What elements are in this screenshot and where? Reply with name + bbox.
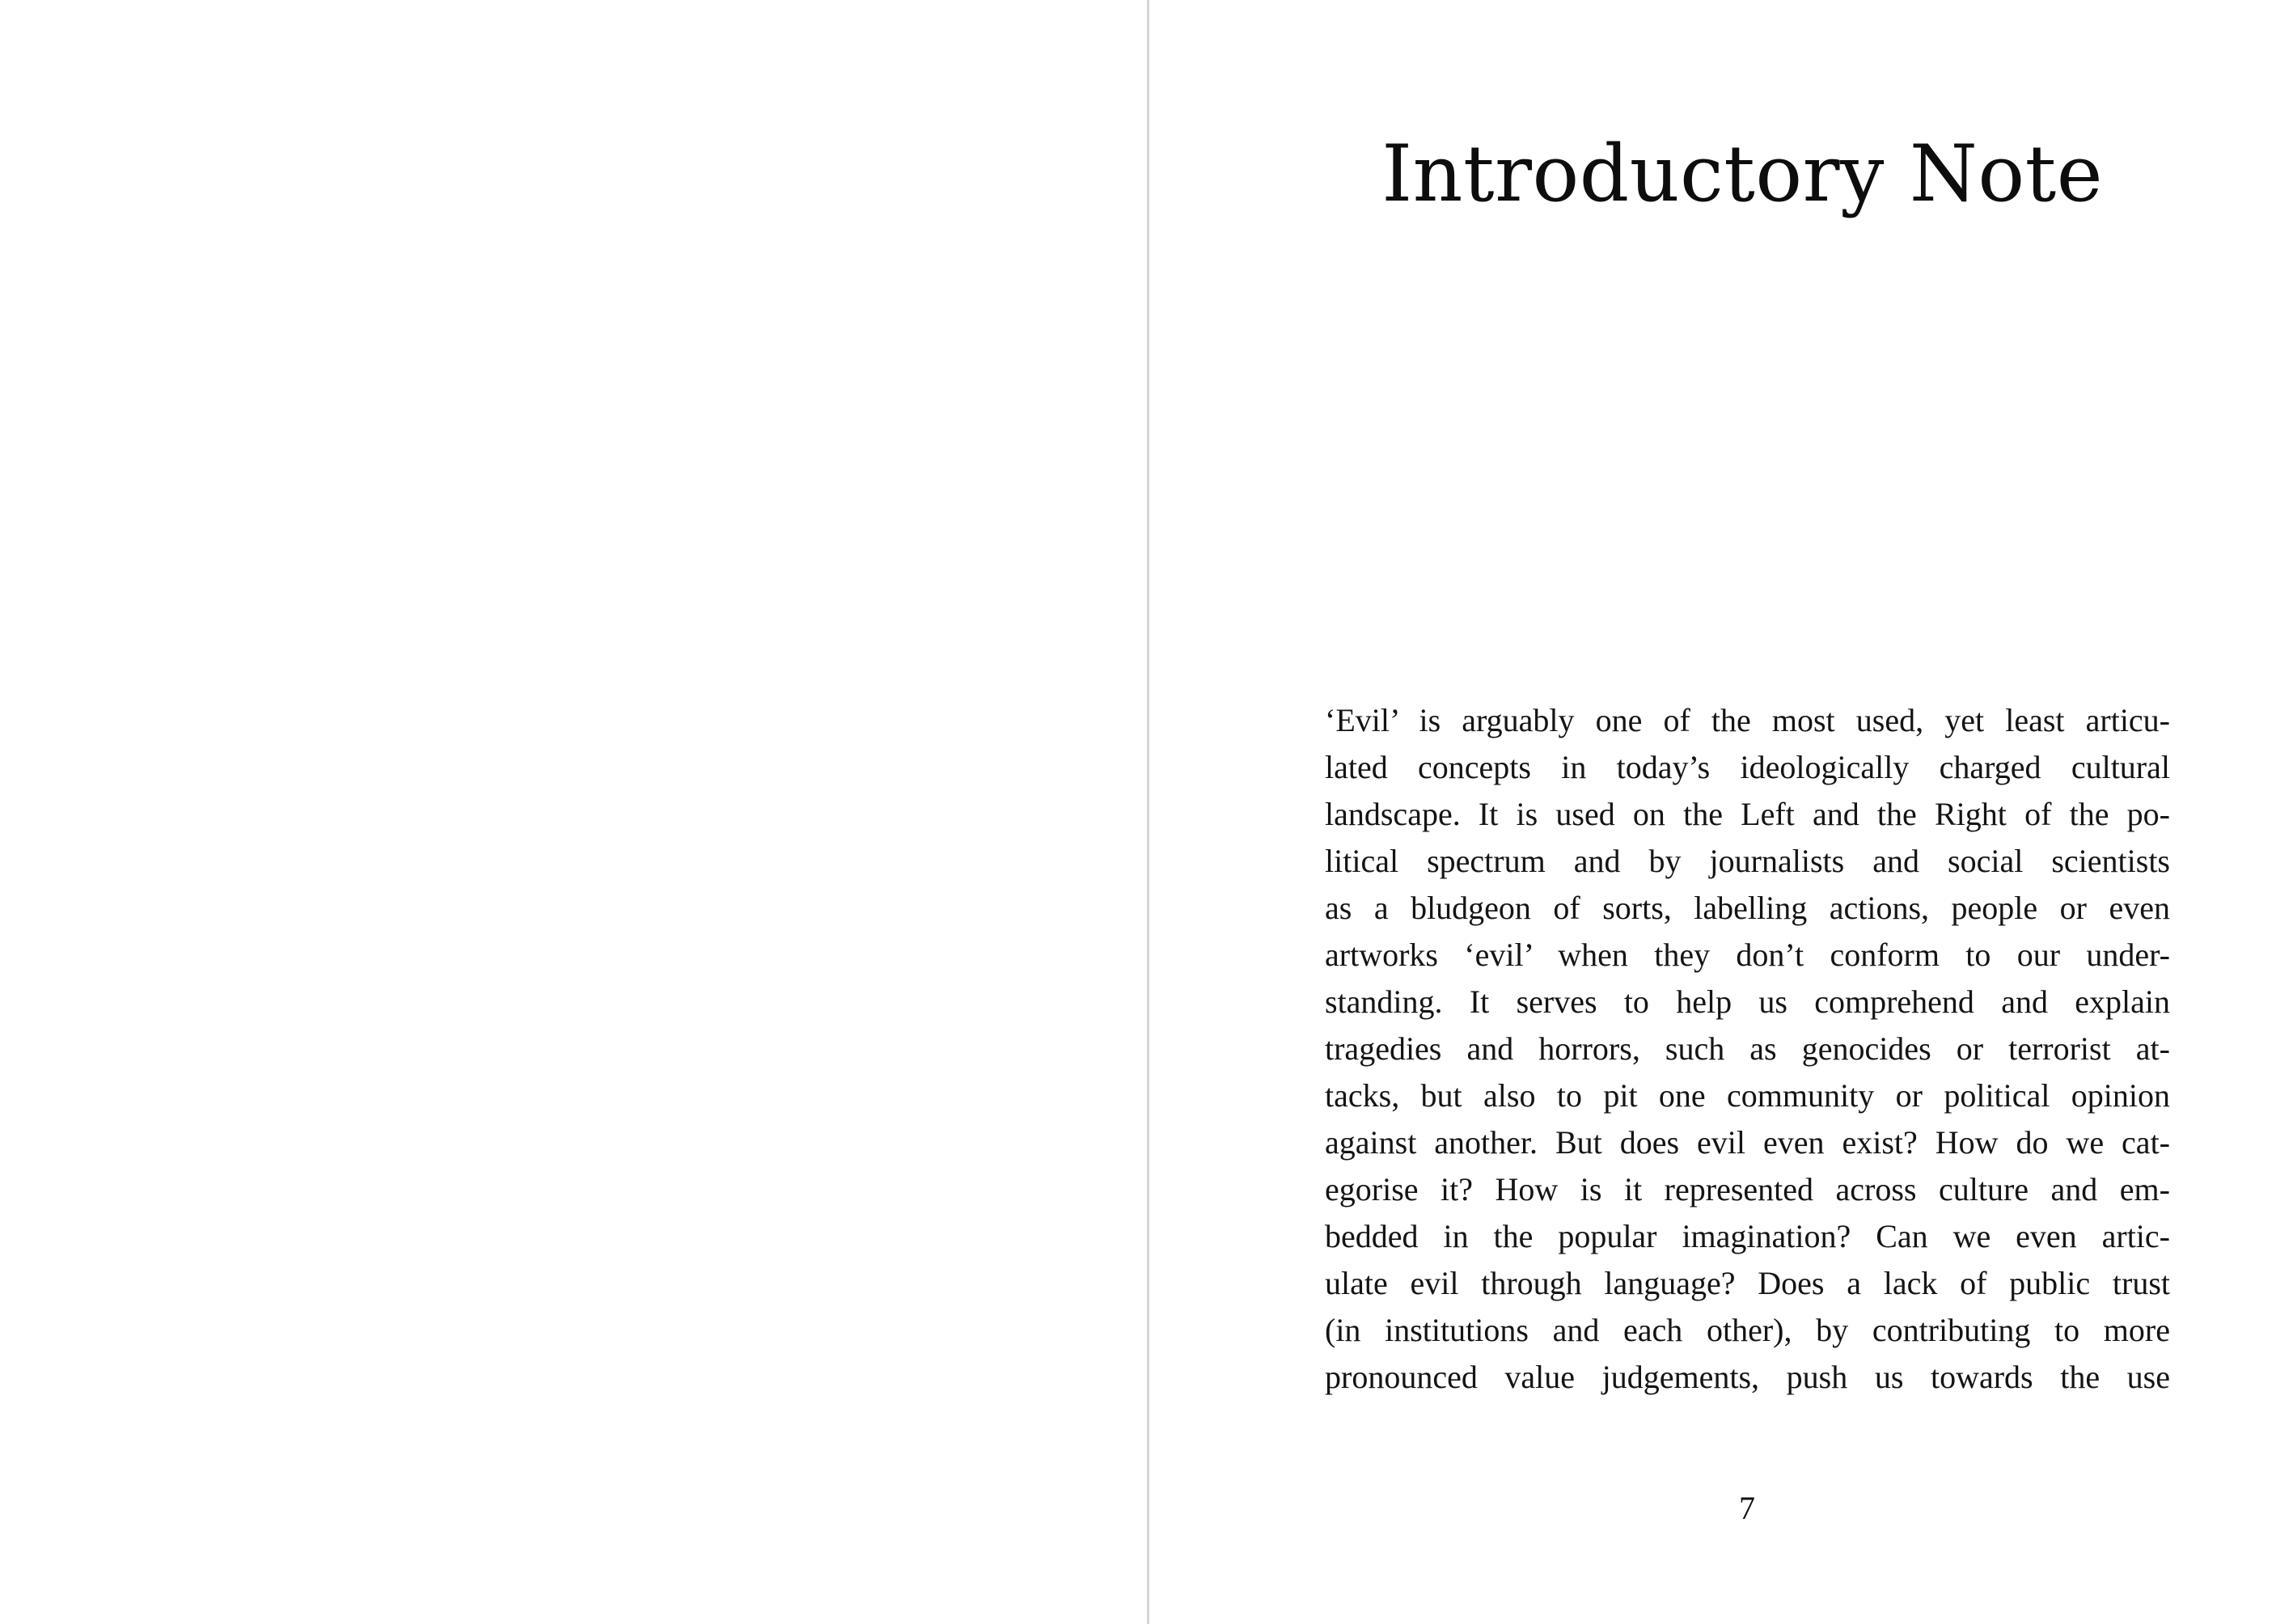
text-line: tacks, but also to pit one community or political opinion — [1325, 1077, 2170, 1114]
text-line: pronounced value judgements, push us towards the use — [1325, 1359, 2170, 1395]
text-line: standing. It serves to help us comprehend and explain — [1325, 983, 2170, 1020]
text-line: as a bludgeon of sorts, labelling actions, people or even — [1325, 890, 2170, 926]
text-line: litical spectrum and by journalists and social scientists — [1325, 843, 2170, 879]
text-line: landscape. It is used on the Left and the Right of the po- — [1325, 796, 2170, 832]
page-number: 7 — [1739, 1490, 1755, 1526]
text-line: egorise it? How is it represented across culture and em- — [1325, 1171, 2170, 1207]
text-line: bedded in the popular imagination? Can we even artic- — [1325, 1218, 2170, 1254]
body-paragraph — [1325, 697, 2170, 1401]
text-line: ‘Evil’ is arguably one of the most used, yet least articu- — [1325, 702, 2170, 738]
text-line: ulate evil through language? Does a lack of public trust — [1325, 1265, 2170, 1301]
text-line: lated concepts in today’s ideologically charged cultural — [1325, 749, 2170, 785]
text-line: against another. But does evil even exist? How do we cat- — [1325, 1124, 2170, 1161]
text-line: tragedies and horrors, such as genocides or terrorist at- — [1325, 1030, 2170, 1067]
text-line: artworks ‘evil’ when they don’t conform to our under- — [1325, 937, 2170, 973]
chapter-title: Introductory Note — [1381, 129, 2103, 219]
text-line: (in institutions and each other), by contributing to more — [1325, 1312, 2170, 1348]
